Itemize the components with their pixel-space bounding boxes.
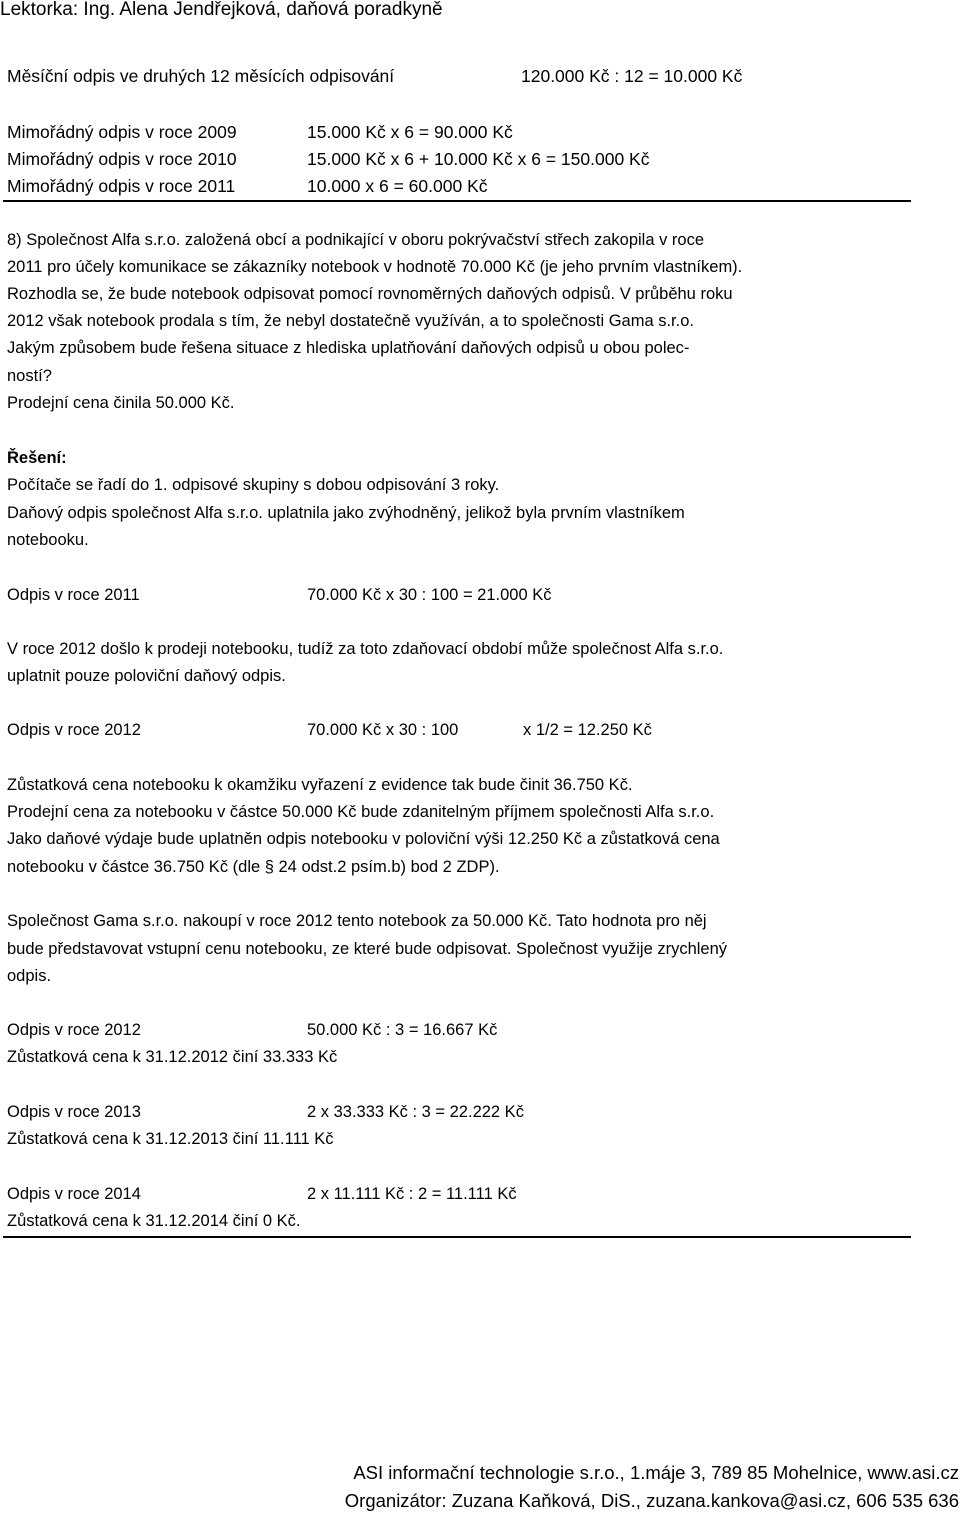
gama-odpis-2014-label: Odpis v roce 2014: [7, 1185, 141, 1203]
residual-line: notebooku v částce 36.750 Kč (dle § 24 odst.2 psím.b) bod 2 ZDP).: [7, 858, 500, 876]
divider-bottom: [3, 1236, 911, 1238]
gama-residual-2012: Zůstatková cena k 31.12.2012 činí 33.333 Kč: [7, 1048, 338, 1066]
gama-residual-2014: Zůstatková cena k 31.12.2014 činí 0 Kč.: [7, 1212, 301, 1230]
extra-label-2009: Mimořádný odpis v roce 2009: [7, 122, 237, 142]
gama-odpis-2012-label: Odpis v roce 2012: [7, 1021, 141, 1039]
residual-line: Prodejní cena za notebooku v částce 50.000 Kč bude zdanitelným příjmem společnosti Alfa s.r.o.: [7, 803, 715, 821]
footer-organizer: Organizátor: Zuzana Kaňková, DiS., zuzana.kankova@asi.cz, 606 535 636: [344, 1490, 959, 1511]
residual-line: Zůstatková cena notebooku k okamžiku vyřazení z evidence tak bude činit 36.750 Kč.: [7, 776, 633, 794]
task-line: Jakým způsobem bude řešena situace z hlediska uplatňování daňových odpisů u obou polec-: [7, 339, 690, 357]
extra-label-2010: Mimořádný odpis v roce 2010: [7, 149, 237, 169]
task-line: Prodejní cena činila 50.000 Kč.: [7, 394, 235, 412]
odpis-2011-label: Odpis v roce 2011: [7, 586, 140, 604]
task-line: Rozhodla se, že bude notebook odpisovat pomocí rovnoměrných daňových odpisů. V průběhu roku: [7, 285, 733, 303]
extra-value-2010: 15.000 Kč x 6 + 10.000 Kč x 6 = 150.000 Kč: [307, 149, 650, 169]
extra-value-2011: 10.000 x 6 = 60.000 Kč: [307, 176, 488, 196]
gama-line: Společnost Gama s.r.o. nakoupí v roce 2012 tento notebook za 50.000 Kč. Tato hodnota pro něj: [7, 912, 707, 930]
monthly-value: 120.000 Kč : 12 = 10.000 Kč: [521, 66, 743, 86]
extra-label-2011: Mimořádný odpis v roce 2011: [7, 176, 236, 196]
residual-line: Jako daňové výdaje bude uplatněn odpis notebooku v poloviční výši 12.250 Kč a zůstatková cena: [7, 830, 720, 848]
solution-intro-line: Daňový odpis společnost Alfa s.r.o. uplatnila jako zvýhodněný, jelikož byla prvním vlastníkem: [7, 504, 685, 522]
odpis-2012-value: 70.000 Kč x 30 : 100: [307, 721, 459, 739]
task-line: 8) Společnost Alfa s.r.o. založená obcí a podnikající v oboru pokrývačství střech zakopila v roce: [7, 231, 705, 249]
sale-note-line: V roce 2012 došlo k prodeji notebooku, tudíž za toto zdaňovací období může společnost Alfa s.r.o.: [7, 640, 724, 658]
gama-odpis-2013-value: 2 x 33.333 Kč : 3 = 22.222 Kč: [307, 1103, 524, 1121]
gama-line: bude představovat vstupní cenu notebooku, ze které bude odpisovat. Společnost využije zrychlený: [7, 940, 728, 958]
task-line: ností?: [7, 367, 52, 385]
gama-odpis-2014-value: 2 x 11.111 Kč : 2 = 11.111 Kč: [307, 1185, 517, 1203]
odpis-2011-value: 70.000 Kč x 30 : 100 = 21.000 Kč: [307, 586, 552, 604]
odpis-2012-label: Odpis v roce 2012: [7, 721, 141, 739]
gama-line: odpis.: [7, 967, 52, 985]
solution-heading: Řešení:: [7, 449, 67, 467]
extra-value-2009: 15.000 Kč x 6 = 90.000 Kč: [307, 122, 513, 142]
sale-note-line: uplatnit pouze poloviční daňový odpis.: [7, 667, 286, 685]
footer-company: ASI informační technologie s.r.o., 1.máje 3, 789 85 Mohelnice, www.asi.cz: [353, 1462, 959, 1483]
solution-intro-line: Počítače se řadí do 1. odpisové skupiny s dobou odpisování 3 roky.: [7, 476, 500, 494]
divider-top: [3, 200, 911, 202]
solution-intro-line: notebooku.: [7, 531, 89, 549]
task-line: 2011 pro účely komunikace se zákazníky notebook v hodnotě 70.000 Kč (je jeho prvním vlastníkem).: [7, 258, 743, 276]
gama-odpis-2012-value: 50.000 Kč : 3 = 16.667 Kč: [307, 1021, 498, 1039]
gama-residual-2013: Zůstatková cena k 31.12.2013 činí 11.111 Kč: [7, 1130, 334, 1148]
lecturer-header: Lektorka: Ing. Alena Jendřejková, daňová poradkyně: [0, 0, 443, 20]
odpis-2012-half: x 1/2 = 12.250 Kč: [523, 721, 652, 739]
monthly-label: Měsíční odpis ve druhých 12 měsících odpisování: [7, 66, 395, 86]
task-line: 2012 však notebook prodala s tím, že nebyl dostatečně využíván, a to společnosti Gama s.r.o.: [7, 312, 694, 330]
gama-odpis-2013-label: Odpis v roce 2013: [7, 1103, 141, 1121]
